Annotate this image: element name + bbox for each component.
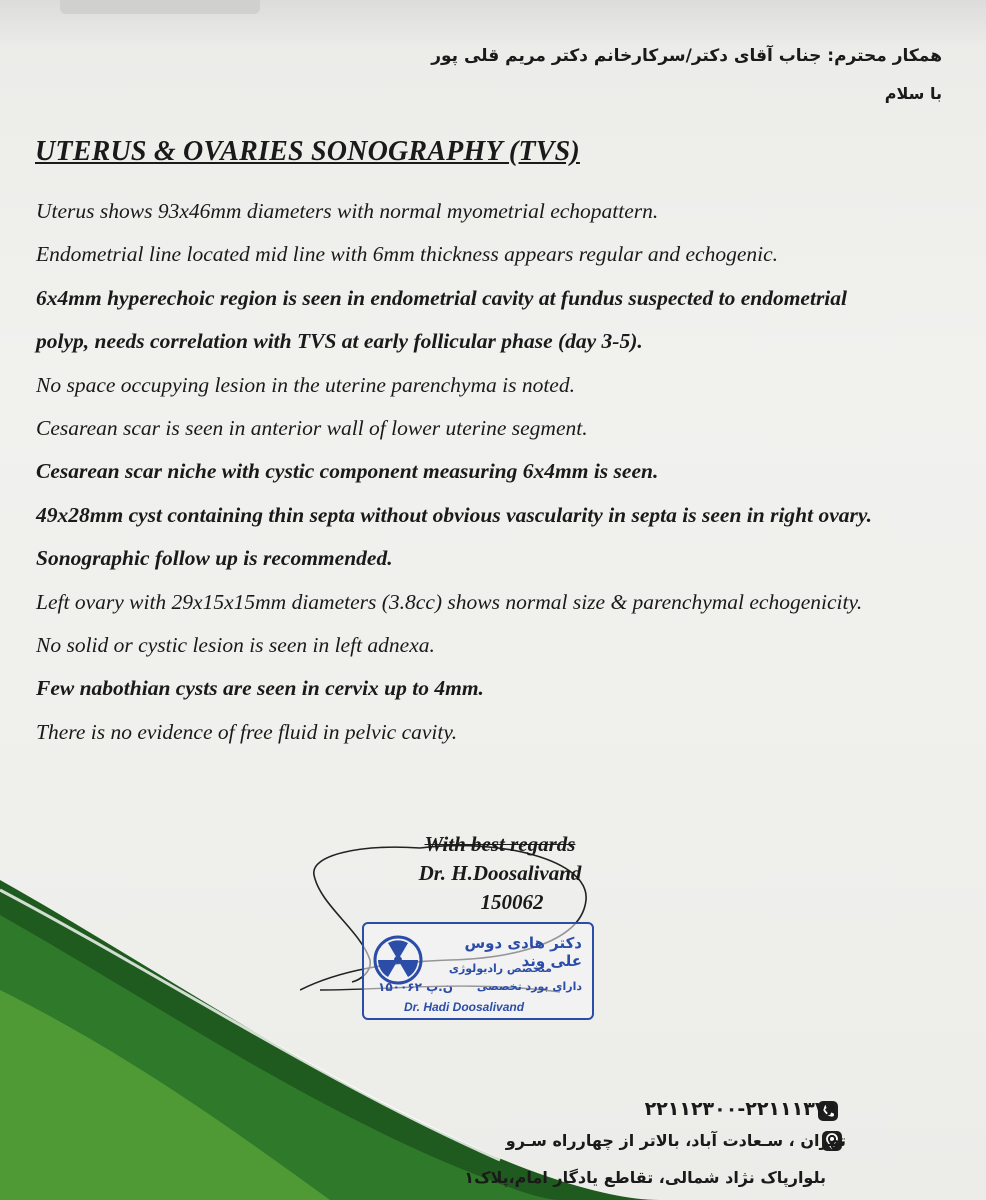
signature-block [400,830,600,917]
stamp-number: ۱۵۰۰۶۲ ن.پ [378,980,453,994]
salutation-line-1: همکار محترم: جناب آقای دکتر/سرکارخانم دکتر مریم قلی پور [431,46,942,66]
report-line: 6x4mm hyperechoic region is seen in endometrial cavity at fundus suspected to endometrial [36,285,848,310]
stamp-board: دارای بورد تخصصی [476,980,582,993]
phone-numbers: ۲۲۱۱۲۳۰۰-۲۲۱۱۱۳۷۸ [644,1098,838,1120]
doctor-stamp [362,922,594,1020]
salutation-line-2: با سلام [884,84,942,103]
report-line: Few nabothian cysts are seen in cervix up to 4mm. [36,676,484,701]
closing-regards: With best regards [424,832,576,856]
report-line: Uterus shows 93x46mm diameters with normal myometrial echopattern. [36,199,659,223]
address-line-2: بلوارپاک نژاد شمالی، تقاطع یادگار امام،پلاک۱ [464,1168,826,1187]
report-line: No solid or cystic lesion is seen in left adnexa. [36,632,435,657]
report-line: Endometrial line located mid line with 6mm thickness appears regular and echogenic. [36,242,779,267]
license-number: 150062 [480,890,544,914]
stamp-name: دکتر هادی دوس علی وند [464,934,582,970]
report-line: Left ovary with 29x15x15mm diameters (3.8cc) shows normal size & parenchymal echogenicity. [36,589,863,614]
report-line: Cesarean scar niche with cystic component measuring 6x4mm is seen. [36,459,659,484]
report-line: Cesarean scar is seen in anterior wall of lower uterine segment. [36,415,588,440]
stamp-latin-name: Dr. Hadi Doosalivand [404,1000,525,1014]
top-header-strip [60,0,260,14]
report-line: Sonographic follow up is recommended. [36,546,393,571]
report-line: 49x28mm cyst containing thin septa without obvious vascularity in septa is seen in right ovary. [36,502,873,527]
report-body [36,190,956,754]
report-line: No space occupying lesion in the uterine parenchyma is noted. [36,372,575,397]
doctor-name: Dr. H.Doosalivand [418,861,582,885]
address-line-1: تهران ، سـعادت آباد، بالاتر از چهارراه سـرو [505,1131,846,1150]
report-title: UTERUS & OVARIES SONOGRAPHY (TVS) [35,136,580,167]
stamp-specialty: متخصص رادیولوژی [448,962,552,975]
report-line: polyp, needs correlation with TVS at early follicular phase (day 3-5). [36,329,643,354]
report-line: There is no evidence of free fluid in pelvic cavity. [36,719,458,744]
radiation-logo-icon [372,934,424,986]
